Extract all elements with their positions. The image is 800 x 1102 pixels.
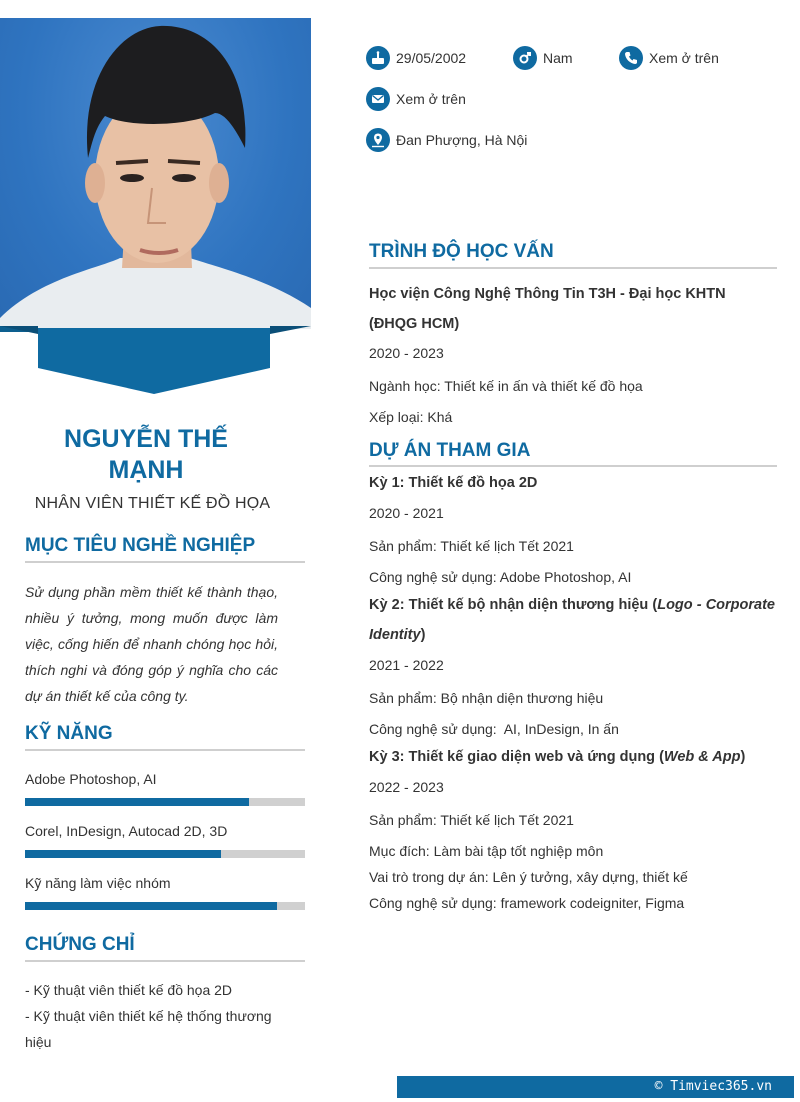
email-info bbox=[366, 87, 466, 111]
candidate-position: NHÂN VIÊN THIẾT KẾ ĐỒ HỌA bbox=[34, 495, 271, 512]
project-name bbox=[369, 742, 745, 772]
project-name-suffix: ) bbox=[740, 749, 746, 765]
skill-bar-fill bbox=[25, 798, 249, 806]
project-name bbox=[369, 590, 775, 650]
certificates-divider bbox=[25, 960, 305, 962]
skill-bar-fill bbox=[25, 902, 277, 910]
certificates-title: CHỨNG CHỈ bbox=[25, 934, 135, 955]
birthday-text: 29/05/2002 bbox=[396, 50, 467, 66]
project-product: Sản phẩm: Thiết kế lịch Tết 2021 bbox=[369, 538, 574, 554]
gender-text: Nam bbox=[543, 50, 573, 66]
project-period: 2022 - 2023 bbox=[369, 779, 444, 795]
portrait-photo bbox=[0, 18, 311, 329]
project-period: 2020 - 2021 bbox=[369, 505, 444, 521]
certificate-item: - Kỹ thuật viên thiết kế hệ thống thương hiệu bbox=[25, 1008, 272, 1050]
education-period: 2020 - 2023 bbox=[369, 345, 444, 361]
project-tech: Công nghệ sử dụng: AI, InDesign, In ấn bbox=[369, 721, 619, 737]
candidate-name: NGUYỄN THẾ MẠNH bbox=[64, 425, 228, 484]
photo-ribbon bbox=[0, 326, 311, 396]
skill-label: Corel, InDesign, Autocad 2D, 3D bbox=[25, 823, 228, 839]
skills-divider bbox=[25, 749, 305, 751]
project-purpose: Mục đích: Làm bài tập tốt nghiệp môn bbox=[369, 843, 604, 859]
skill-bar-fill bbox=[25, 850, 221, 858]
gender-icon bbox=[513, 46, 537, 70]
projects-title: DỰ ÁN THAM GIA bbox=[369, 440, 531, 461]
email-icon bbox=[366, 87, 390, 111]
education-title: TRÌNH ĐỘ HỌC VẤN bbox=[369, 241, 554, 262]
project-name-italic: Web & App bbox=[663, 749, 741, 765]
skills-title: KỸ NĂNG bbox=[25, 723, 113, 744]
project-name-suffix: ) bbox=[420, 627, 426, 643]
cake-icon bbox=[366, 46, 390, 70]
email-text: Xem ở trên bbox=[396, 91, 466, 107]
map-pin-icon bbox=[366, 128, 390, 152]
education-school: Học viện Công Nghệ Thông Tin T3H - Đại học KHTN (ĐHQG HCM) bbox=[369, 286, 726, 332]
project-name-italic: Logo - Corporate Identity bbox=[369, 597, 775, 643]
footer-credit: © Timviec365.vn bbox=[654, 1079, 772, 1094]
phone-info bbox=[619, 46, 719, 70]
objective-text: Sử dụng phần mềm thiết kế thành thạo, nhiều ý tưởng, mong muốn được làm việc, cống hiến để nhanh chóng học hỏi, thích nghi và đóng góp ý nghĩa cho các dự án thiết kế của công ty. bbox=[25, 584, 278, 704]
skill-bar bbox=[25, 798, 305, 806]
skill-label: Kỹ năng làm việc nhóm bbox=[25, 875, 171, 891]
project-period: 2021 - 2022 bbox=[369, 657, 444, 673]
education-major: Ngành học: Thiết kế in ấn và thiết kế đồ họa bbox=[369, 378, 643, 394]
projects-divider bbox=[369, 465, 777, 467]
address-info bbox=[366, 128, 527, 152]
address-text: Đan Phượng, Hà Nội bbox=[396, 132, 528, 148]
project-name-prefix: Kỳ 3: Thiết kế giao diện web và ứng dụng ( bbox=[369, 749, 664, 765]
phone-text: Xem ở trên bbox=[649, 50, 719, 66]
phone-icon bbox=[619, 46, 643, 70]
footer-bar bbox=[397, 1076, 794, 1098]
objective-divider bbox=[25, 561, 305, 563]
skill-bar bbox=[25, 902, 305, 910]
objective-title: MỤC TIÊU NGHỀ NGHIỆP bbox=[25, 535, 256, 556]
certificate-item: - Kỹ thuật viên thiết kế đồ họa 2D bbox=[25, 982, 233, 998]
project-tech: Công nghệ sử dụng: Adobe Photoshop, AI bbox=[369, 569, 632, 585]
project-role: Vai trò trong dự án: Lên ý tưởng, xây dựng, thiết kế bbox=[369, 869, 688, 885]
project-product: Sản phẩm: Bộ nhận diện thương hiệu bbox=[369, 690, 604, 706]
education-grade: Xếp loại: Khá bbox=[369, 409, 453, 425]
education-divider bbox=[369, 267, 777, 269]
birthday-info bbox=[366, 46, 466, 70]
project-product: Sản phẩm: Thiết kế lịch Tết 2021 bbox=[369, 812, 574, 828]
gender-info bbox=[513, 46, 573, 70]
project-tech: Công nghệ sử dụng: framework codeigniter, Figma bbox=[369, 895, 685, 911]
skill-bar bbox=[25, 850, 305, 858]
skill-label: Adobe Photoshop, AI bbox=[25, 771, 157, 787]
project-name: Kỳ 1: Thiết kế đồ họa 2D bbox=[369, 475, 538, 491]
project-name-prefix: Kỳ 2: Thiết kế bộ nhận diện thương hiệu ( bbox=[369, 597, 658, 613]
